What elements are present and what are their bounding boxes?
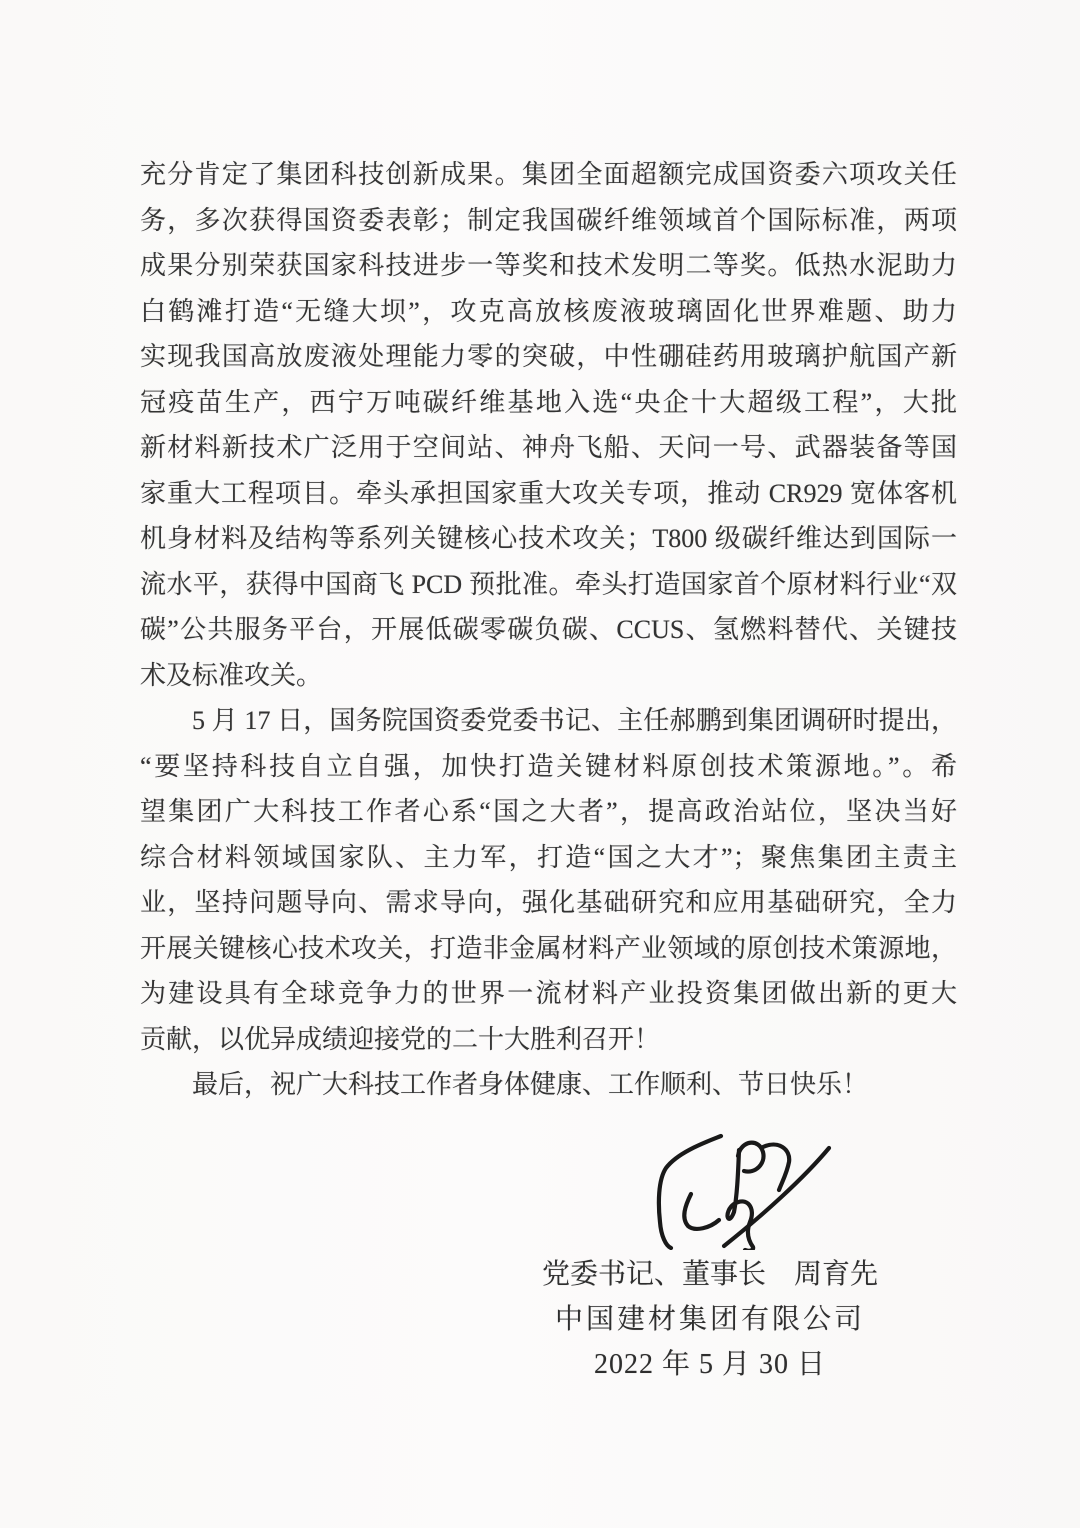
letter-date: 2022 年 5 月 30 日 [593,1349,826,1380]
text-line: 务，多次获得国资委表彰；制定我国碳纤维领域首个国际标准，两项 [140,205,957,235]
text-line: 贡献，以优异成绩迎接党的二十大胜利召开！ [140,1024,661,1054]
letter-body [140,152,957,1108]
text-line: 流水平，获得中国商飞 PCD 预批准。牵头打造国家首个原材料行业“双 [140,569,957,599]
text-line: 成果分别荣获国家科技进步一等奖和技术发明二等奖。低热水泥助力 [140,251,957,280]
text-line: 业，坚持问题导向、需求导向，强化基础研究和应用基础研究，全力 [140,888,957,917]
text-line: 家重大工程项目。牵头承担国家重大攻关专项，推动 CR929 宽体客机 [140,478,957,508]
text-line: 5 月 17 日，国务院国资委党委书记、主任郝鹏到集团调研时提出， [192,706,957,735]
signature-block [510,1100,910,1387]
text-line: 新材料新技术广泛用于空间站、神舟飞船、天问一号、武器装备等国 [140,433,957,462]
text-line: “要坚持科技自立自强，加快打造关键材料原创技术策源地。”。希 [140,751,957,781]
signer-title-name: 党委书记、董事长 周育先 [541,1259,878,1290]
text-line: 冠疫苗生产，西宁万吨碳纤维基地入选“央企十大超级工程”，大批 [140,387,957,417]
text-line: 实现我国高放废液处理能力零的突破，中性硼硅药用玻璃护航国产新 [140,342,957,371]
text-line: 充分肯定了集团科技创新成果。集团全面超额完成国资委六项攻关任 [140,160,957,189]
text-line: 机身材料及结构等系列关键核心技术攻关；T800 级碳纤维达到国际一 [140,524,957,553]
text-line: 最后，祝广大科技工作者身体健康、工作顺利、节日快乐！ [192,1070,869,1099]
text-line: 综合材料领域国家队、主力军，打造“国之大才”；聚焦集团主责主 [140,842,957,872]
text-line: 望集团广大科技工作者心系“国之大者”，提高政治站位，坚决当好 [140,797,957,826]
text-line: 开展关键核心技术攻关，打造非金属材料产业领域的原创技术策源地， [140,933,957,963]
signature-image [598,1100,860,1250]
text-line: 碳”公共服务平台，开展低碳零碳负碳、CCUS、氢燃料替代、关键技 [140,615,957,644]
text-line: 为建设具有全球竞争力的世界一流材料产业投资集团做出新的更大 [140,979,957,1008]
text-line: 术及标准攻关。 [140,660,323,690]
text-line: 白鹤滩打造“无缝大坝”，攻克高放核废液玻璃固化世界难题、助力 [140,296,957,326]
company-name: 中国建材集团有限公司 [554,1304,865,1335]
